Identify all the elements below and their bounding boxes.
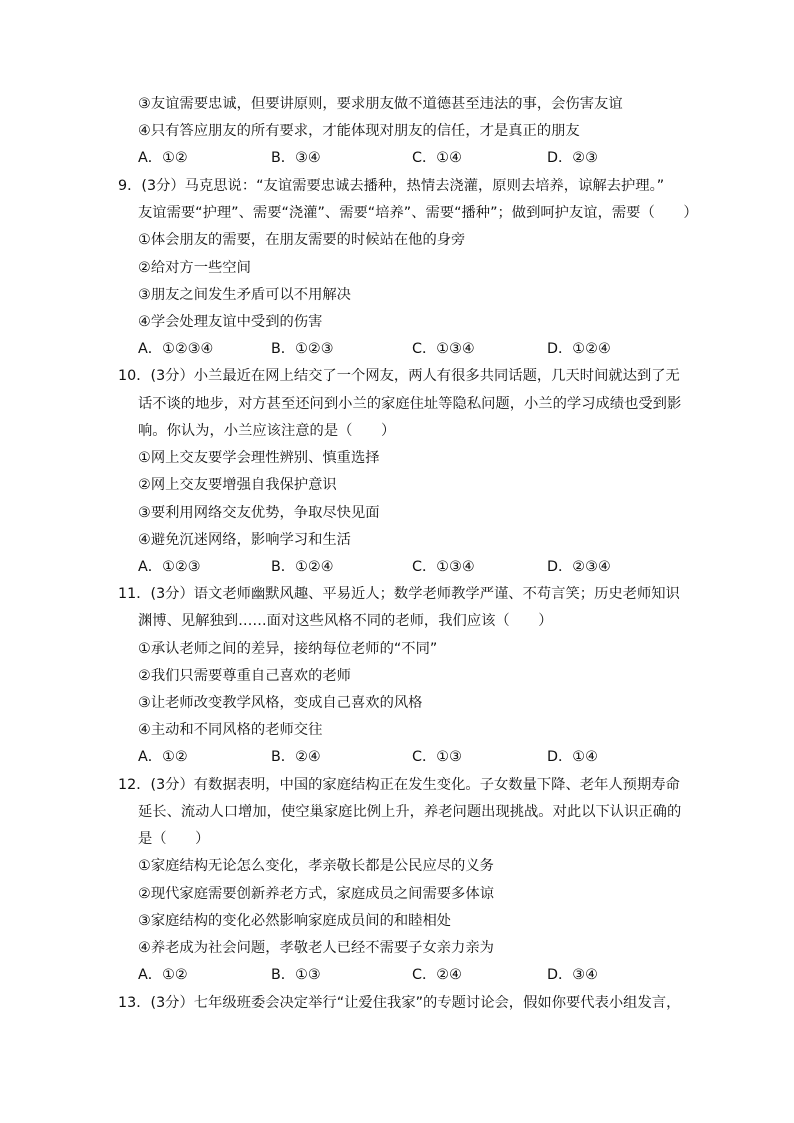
q12-stem-line-3: 是（ ） <box>138 831 210 847</box>
q12-option-d[interactable]: D．③④ <box>547 967 598 983</box>
q9-statement-1: ①体会朋友的需要，在朋友需要的时候站在他的身旁 <box>138 232 466 248</box>
q10-stem-line-2: 话不谈的地步，对方甚至还问到小兰的家庭住址等隐私问题，小兰的学习成绩也受到影 <box>138 396 682 412</box>
q11-statement-1: ①承认老师之间的差异，接纳每位老师的“不同” <box>138 641 438 657</box>
q12-statement-4: ④养老成为社会问题，孝敬老人已经不需要子女亲力亲为 <box>138 940 494 956</box>
q10-statement-2: ②网上交友要增强自我保护意识 <box>138 477 337 493</box>
q12-stem-line-2: 延长、流动人口增加，使空巢家庭比例上升，养老问题出现挑战。对此以下认识正确的 <box>138 804 682 820</box>
q11-statement-2: ②我们只需要尊重自己喜欢的老师 <box>138 668 351 684</box>
q12-statement-1: ①家庭结构无论怎么变化，孝亲敬长都是公民应尽的义务 <box>138 858 494 874</box>
q11-option-a[interactable]: A．①② <box>138 749 188 765</box>
q8-option-b[interactable]: B．③④ <box>271 150 321 166</box>
q8-option-a[interactable]: A．①② <box>138 150 188 166</box>
q9-option-c[interactable]: C．①③④ <box>412 341 475 357</box>
q9-statement-2: ②给对方一些空间 <box>138 260 251 276</box>
q8-option-d[interactable]: D．②③ <box>547 150 598 166</box>
q9-option-d[interactable]: D．①②④ <box>547 341 611 357</box>
q11-option-b[interactable]: B．②④ <box>271 749 321 765</box>
q11-option-c[interactable]: C．①③ <box>412 749 462 765</box>
q9-statement-4: ④学会处理友谊中受到的伤害 <box>138 314 323 330</box>
q8-statement-3: ③友谊需要忠诚，但要讲原则，要求朋友做不道德甚至违法的事，会伤害友谊 <box>138 96 623 112</box>
q12-statement-3: ③家庭结构的变化必然影响家庭成员间的和睦相处 <box>138 913 452 929</box>
q9-stem-line-2: 友谊需要“护理”、需要“浇灌”、需要“培养”、需要“播种”；做到呵护友谊，需要（ ） <box>138 205 698 221</box>
q11-stem-line-1: 11．(3分）语文老师幽默风趣、平易近人；数学老师教学严谨、不苟言笑；历史老师知识 <box>118 586 680 602</box>
q13-stem-line-1: 13．(3分）七年级班委会决定举行“让爱住我家”的专题讨论会，假如你要代表小组发言， <box>118 995 681 1011</box>
q10-option-b[interactable]: B．①②④ <box>271 559 334 575</box>
q10-statement-3: ③要利用网络交友优势，争取尽快见面 <box>138 505 380 521</box>
q10-statement-1: ①网上交友要学会理性辨别、慎重选择 <box>138 450 380 466</box>
q10-option-c[interactable]: C．①③④ <box>412 559 475 575</box>
q9-stem-line-1: 9．(3分）马克思说：“友谊需要忠诚去播种，热情去浇灌，原则去培养，谅解去护理。” <box>118 178 665 194</box>
q10-option-d[interactable]: D．②③④ <box>547 559 611 575</box>
q11-option-d[interactable]: D．①④ <box>547 749 598 765</box>
q9-statement-3: ③朋友之间发生矛盾可以不用解决 <box>138 287 351 303</box>
q12-option-b[interactable]: B．①③ <box>271 967 321 983</box>
q9-option-a[interactable]: A．①②③④ <box>138 341 214 357</box>
q12-option-c[interactable]: C．②④ <box>412 967 462 983</box>
q10-option-a[interactable]: A．①②③ <box>138 559 201 575</box>
q8-option-c[interactable]: C．①④ <box>412 150 462 166</box>
q12-option-a[interactable]: A．①② <box>138 967 188 983</box>
q11-stem-line-2: 渊博、见解独到……面对这些风格不同的老师，我们应该（ ） <box>138 613 553 629</box>
q11-statement-4: ④主动和不同风格的老师交往 <box>138 722 323 738</box>
q8-statement-4: ④只有答应朋友的所有要求，才能体现对朋友的信任，才是真正的朋友 <box>138 123 580 139</box>
q12-statement-2: ②现代家庭需要创新养老方式，家庭成员之间需要多体谅 <box>138 886 494 902</box>
q9-option-b[interactable]: B．①②③ <box>271 341 334 357</box>
q12-stem-line-1: 12．(3分）有数据表明，中国的家庭结构正在发生变化。子女数量下降、老年人预期寿命 <box>118 777 680 793</box>
q10-statement-4: ④避免沉迷网络，影响学习和生活 <box>138 532 351 548</box>
q10-stem-line-3: 响。你认为，小兰应该注意的是（ ） <box>138 423 396 439</box>
q11-statement-3: ③让老师改变教学风格，变成自己喜欢的风格 <box>138 695 423 711</box>
q10-stem-line-1: 10．(3分）小兰最近在网上结交了一个网友，两人有很多共同话题，几天时间就达到了无 <box>118 368 680 384</box>
